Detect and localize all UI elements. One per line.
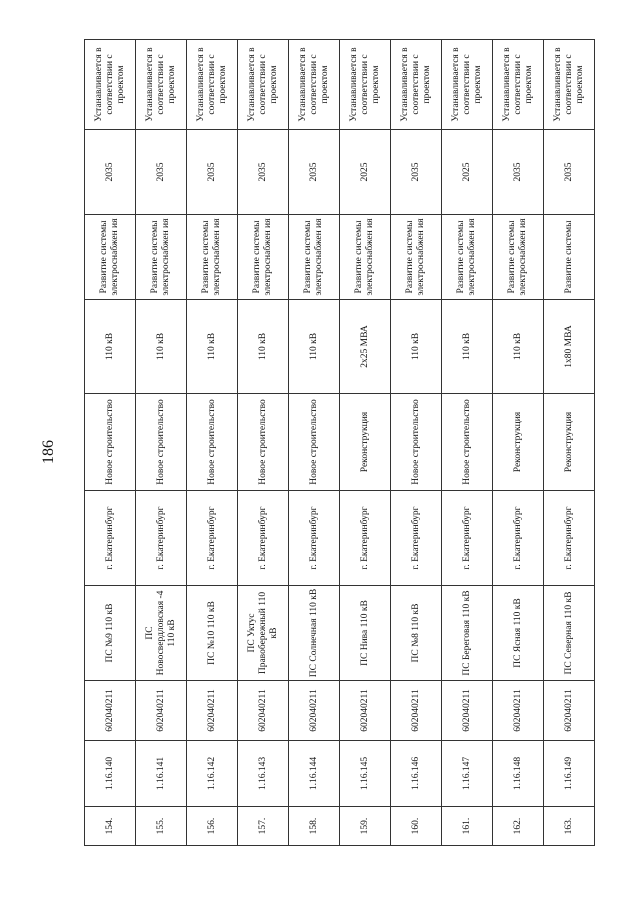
- location-cell: г. Екатеринбург: [85, 491, 136, 586]
- zone-status-cell: Устанавливается в соответствии с проектом: [289, 40, 340, 130]
- table-row: [493, 40, 544, 846]
- work-type-cell: Реконструкция: [544, 394, 595, 491]
- zone-status-cell: Устанавливается в соответствии с проектом: [391, 40, 442, 130]
- okato-code-cell: 602040211: [493, 681, 544, 741]
- table-container: [84, 40, 585, 846]
- capacity-cell: 110 кВ: [187, 300, 238, 394]
- okato-code-cell: 602040211: [136, 681, 187, 741]
- capacity-cell: 110 кВ: [289, 300, 340, 394]
- year-cell: 2035: [238, 130, 289, 215]
- location-cell: г. Екатеринбург: [340, 491, 391, 586]
- object-name-cell: ПС Уктус Правобережный 110 кВ: [238, 586, 289, 681]
- row-number-cell: 160.: [391, 807, 442, 846]
- work-type-cell: Новое строительство: [85, 394, 136, 491]
- okato-code-cell: 602040211: [340, 681, 391, 741]
- zone-status-cell: Устанавливается в соответствии с проектом: [340, 40, 391, 130]
- work-type-cell: Новое строительство: [391, 394, 442, 491]
- object-name-cell: ПС Нива 110 кВ: [340, 586, 391, 681]
- work-type-cell: Новое строительство: [442, 394, 493, 491]
- zone-status-cell: Устанавливается в соответствии с проектом: [493, 40, 544, 130]
- object-code-cell: 1.16.147: [442, 741, 493, 807]
- capacity-cell: 110 кВ: [238, 300, 289, 394]
- year-cell: 2035: [391, 130, 442, 215]
- year-cell: 2035: [289, 130, 340, 215]
- work-type-cell: Новое строительство: [238, 394, 289, 491]
- capacity-cell: 110 кВ: [391, 300, 442, 394]
- location-cell: г. Екатеринбург: [289, 491, 340, 586]
- table-row: [85, 40, 136, 846]
- capacity-cell: 1х80 МВА: [544, 300, 595, 394]
- year-cell: 2025: [340, 130, 391, 215]
- row-number-cell: 155.: [136, 807, 187, 846]
- location-cell: г. Екатеринбург: [391, 491, 442, 586]
- object-code-cell: 1.16.148: [493, 741, 544, 807]
- purpose-cell: Развитие системы электроснабжен ия: [85, 215, 136, 300]
- purpose-cell: Развитие системы: [544, 215, 595, 300]
- okato-code-cell: 602040211: [238, 681, 289, 741]
- zone-status-cell: Устанавливается в соответствии с проектом: [187, 40, 238, 130]
- object-name-cell: ПС Солнечная 110 кВ: [289, 586, 340, 681]
- object-name-cell: ПС Новосвердловская -4 110 кВ: [136, 586, 187, 681]
- location-cell: г. Екатеринбург: [493, 491, 544, 586]
- page-number: 186: [40, 440, 57, 464]
- work-type-cell: Новое строительство: [136, 394, 187, 491]
- location-cell: г. Екатеринбург: [238, 491, 289, 586]
- object-name-cell: ПС Береговая 110 кВ: [442, 586, 493, 681]
- okato-code-cell: 602040211: [391, 681, 442, 741]
- year-cell: 2025: [442, 130, 493, 215]
- year-cell: 2035: [187, 130, 238, 215]
- work-type-cell: Новое строительство: [289, 394, 340, 491]
- row-number-cell: 162.: [493, 807, 544, 846]
- capacity-cell: 110 кВ: [442, 300, 493, 394]
- zone-status-cell: Устанавливается в соответствии с проектом: [544, 40, 595, 130]
- year-cell: 2035: [544, 130, 595, 215]
- purpose-cell: Развитие системы электроснабжен ия: [442, 215, 493, 300]
- capacity-cell: 110 кВ: [136, 300, 187, 394]
- object-name-cell: ПС №9 110 кВ: [85, 586, 136, 681]
- year-cell: 2035: [85, 130, 136, 215]
- row-number-cell: 154.: [85, 807, 136, 846]
- purpose-cell: Развитие системы электроснабжен ия: [187, 215, 238, 300]
- year-cell: 2035: [136, 130, 187, 215]
- objects-table: [84, 39, 595, 846]
- okato-code-cell: 602040211: [289, 681, 340, 741]
- object-code-cell: 1.16.144: [289, 741, 340, 807]
- object-code-cell: 1.16.142: [187, 741, 238, 807]
- row-number-cell: 157.: [238, 807, 289, 846]
- capacity-cell: 110 кВ: [493, 300, 544, 394]
- location-cell: г. Екатеринбург: [544, 491, 595, 586]
- okato-code-cell: 602040211: [544, 681, 595, 741]
- year-cell: 2035: [493, 130, 544, 215]
- row-number-cell: 163.: [544, 807, 595, 846]
- object-code-cell: 1.16.149: [544, 741, 595, 807]
- table-row: [289, 40, 340, 846]
- table-row: [544, 40, 595, 846]
- row-number-cell: 158.: [289, 807, 340, 846]
- location-cell: г. Екатеринбург: [442, 491, 493, 586]
- capacity-cell: 110 кВ: [85, 300, 136, 394]
- location-cell: г. Екатеринбург: [136, 491, 187, 586]
- purpose-cell: Развитие системы электроснабжен ия: [289, 215, 340, 300]
- row-number-cell: 161.: [442, 807, 493, 846]
- object-code-cell: 1.16.145: [340, 741, 391, 807]
- okato-code-cell: 602040211: [187, 681, 238, 741]
- zone-status-cell: Устанавливается в соответствии с проектом: [85, 40, 136, 130]
- row-number-cell: 159.: [340, 807, 391, 846]
- zone-status-cell: Устанавливается в соответствии с проектом: [238, 40, 289, 130]
- table-row: [187, 40, 238, 846]
- purpose-cell: Развитие системы электроснабжен ия: [238, 215, 289, 300]
- table-row: [238, 40, 289, 846]
- zone-status-cell: Устанавливается в соответствии с проектом: [136, 40, 187, 130]
- table-row: [136, 40, 187, 846]
- table-row: [442, 40, 493, 846]
- object-name-cell: ПС Ясная 110 кВ: [493, 586, 544, 681]
- purpose-cell: Развитие системы электроснабжен ия: [136, 215, 187, 300]
- purpose-cell: Развитие системы электроснабжен ия: [493, 215, 544, 300]
- work-type-cell: Реконструкция: [340, 394, 391, 491]
- object-name-cell: ПС Северная 110 кВ: [544, 586, 595, 681]
- object-name-cell: ПС №8 110 кВ: [391, 586, 442, 681]
- object-code-cell: 1.16.146: [391, 741, 442, 807]
- work-type-cell: Реконструкция: [493, 394, 544, 491]
- row-number-cell: 156.: [187, 807, 238, 846]
- capacity-cell: 2х25 МВА: [340, 300, 391, 394]
- object-code-cell: 1.16.140: [85, 741, 136, 807]
- location-cell: г. Екатеринбург: [187, 491, 238, 586]
- purpose-cell: Развитие системы электроснабжен ия: [391, 215, 442, 300]
- object-code-cell: 1.16.143: [238, 741, 289, 807]
- okato-code-cell: 602040211: [85, 681, 136, 741]
- table-row: [340, 40, 391, 846]
- table-row: [391, 40, 442, 846]
- okato-code-cell: 602040211: [442, 681, 493, 741]
- object-name-cell: ПС №10 110 кВ: [187, 586, 238, 681]
- object-code-cell: 1.16.141: [136, 741, 187, 807]
- work-type-cell: Новое строительство: [187, 394, 238, 491]
- zone-status-cell: Устанавливается в соответствии с проектом: [442, 40, 493, 130]
- purpose-cell: Развитие системы электроснабжен ия: [340, 215, 391, 300]
